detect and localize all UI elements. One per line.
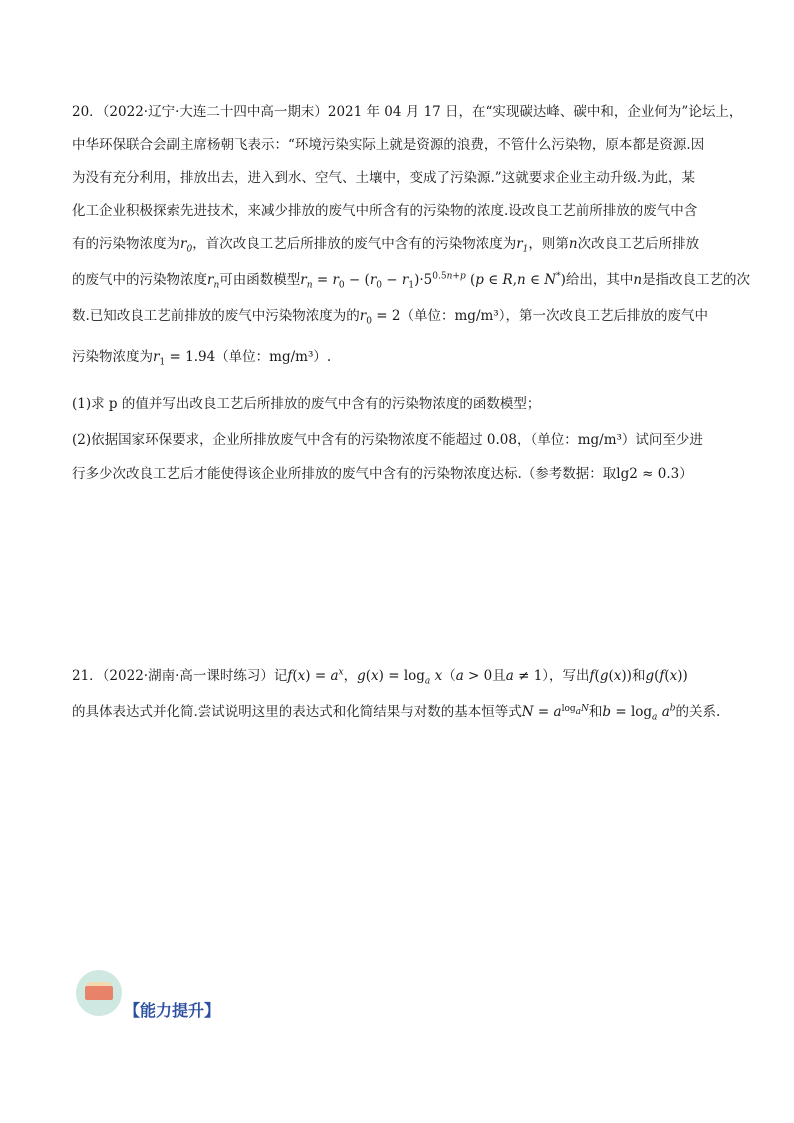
q21-line-1-b: ， (343, 668, 358, 684)
math-r1-eq: $r_1 = 1.94$ (153, 349, 216, 368)
q20-line-6-c: 给出，其中 (565, 272, 634, 288)
math-gf: g(f(x)) (645, 668, 688, 684)
math-n: n (568, 236, 578, 252)
q21-line-1 (72, 664, 722, 687)
math-f-def: $f(x) = a^x$ (287, 667, 344, 684)
books-icon-bottom (85, 986, 113, 1000)
q20-line-5 (72, 232, 722, 255)
q21-line-1-d: ），写出 (542, 668, 590, 684)
q20-line-5-b: ，首次改良工艺后所排放的废气中含有的污染物浓度为 (192, 236, 517, 252)
math-g-def: $g(x) = \log_a x$ (357, 668, 443, 687)
q20-line-6-a: 的废气中的污染物浓度 (72, 272, 207, 288)
math-r0: $r_0$ (180, 236, 193, 255)
q20-line-5-d: 次改良工艺后所排放 (577, 236, 700, 252)
q20-line-2: 中华环保联合会副主席杨朝飞表示：“环境污染实际上就是资源的浪费，不管什么污染物，原本都是资源.因 (72, 137, 705, 153)
r1-value: 1.94 (185, 349, 216, 365)
q20-line-5-c: ，则第 (528, 236, 569, 252)
math-model: $r_n = r_0 - (r_0 - r_1)\cdot 5^{0.5n+p}$ (p ∈ R,n ∈ N*) (300, 271, 566, 291)
math-n-2: n (633, 272, 643, 288)
q20-line-6-d: 是指改良工艺的次 (642, 272, 751, 288)
q20-line-6 (72, 268, 751, 291)
math-r1: $r_1$ (516, 236, 529, 255)
math-fg: f(g(x)) (589, 668, 632, 684)
q21-line-2-a: 的具体表达式并化简.尝试说明这里的表达式和化简结果与对数的基本恒等式 (72, 704, 522, 720)
q20-part-1: (1)求 p 的值并写出改良工艺后所排放的废气中含有的污染物浓度的函数模型； (72, 396, 541, 412)
q20-line-8-b: （单位：mg/m³）. (215, 349, 332, 365)
math-a-cond: a > 0且a ≠ 1 (455, 668, 543, 684)
q20-line-8-a: 污染物浓度为 (72, 349, 153, 365)
section-ability (76, 970, 276, 1030)
q20-line-5-a: 有的污染物浓度为 (72, 236, 180, 252)
q20-line-7 (72, 304, 722, 327)
q21-line-1-c: （ (442, 668, 456, 684)
q20-line-8 (72, 345, 722, 368)
q20-part-2-b: 行多少次改良工艺后才能使得该企业所排放的废气中含有的污染物浓度达标.（参考数据：取lg2 ≈ 0.3） (72, 466, 693, 482)
q20-line-4: 化工企业积极探索先进技术，来减少排放的废气中所含有的污染物的浓度.设改良工艺前所排放的废气中含 (72, 203, 698, 219)
q20-part-2-a: (2)依据国家环保要求，企业所排放废气中含有的污染物浓度不能超过 0.08，（单位：mg/m³）试问至少进 (72, 432, 703, 448)
math-rn: $r_n$ (207, 272, 220, 291)
r0-value: 2 (391, 308, 401, 324)
books-icon (76, 970, 122, 1016)
q20-line-7-a: 数.已知改良工艺前排放的废气中污染物浓度为的 (72, 308, 360, 324)
q20-line-1: 20．（2022·辽宁·大连二十四中高一期末）2021 年 04 月 17 日，在“实现碳达峰、碳中和，企业何为”论坛上， (72, 104, 743, 120)
q21-line-2 (72, 700, 722, 723)
math-r0-eq: $r_0 = 2$ (359, 308, 401, 327)
q21-line-2-c: 的关系. (675, 704, 721, 720)
math-identity-2: $b = \log_a a^b$ (602, 703, 676, 723)
section-title: 【能力提升】 (124, 1001, 221, 1020)
q21-line-1-e: 和 (631, 668, 646, 684)
q20-line-7-b: （单位：mg/m³），第一次改良工艺后排放的废气中 (400, 308, 708, 324)
math-identity-1: $N = a^{log_aN}$ (521, 703, 589, 720)
q20-line-3: 为没有充分利用，排放出去，进入到水、空气、土壤中，变成了污染源.”这就要求企业主动升级.为此，某 (72, 170, 695, 186)
q21-line-1-a: 21．（2022·湖南·高一课时练习）记 (72, 668, 288, 684)
q21-line-2-b: 和 (588, 704, 603, 720)
q20-line-6-b: 可由函数模型 (219, 272, 301, 288)
